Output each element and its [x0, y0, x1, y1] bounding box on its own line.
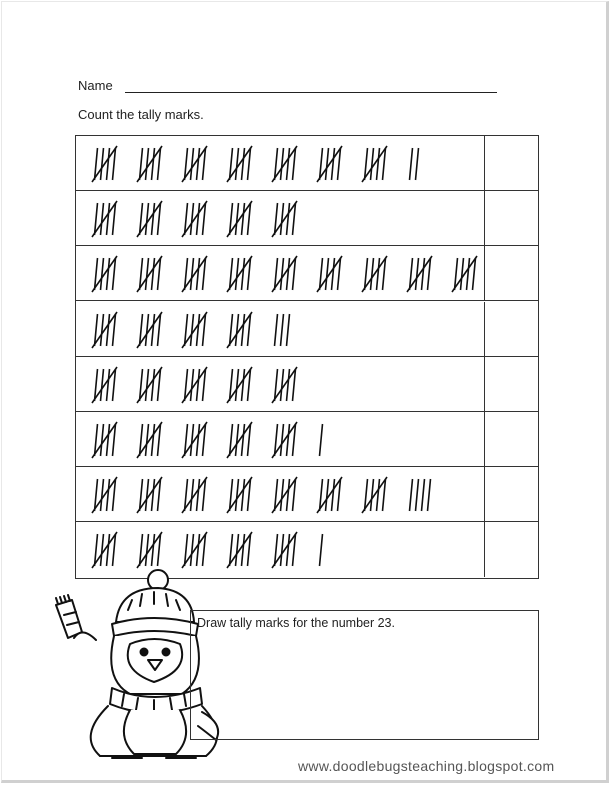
tally-cell: [76, 412, 484, 467]
tally-group: [137, 367, 162, 403]
tally-marks: [76, 302, 484, 357]
tally-stroke: [107, 314, 110, 346]
tally-stroke: [332, 258, 335, 290]
tally-stroke: [107, 203, 110, 235]
answer-cell[interactable]: [484, 246, 538, 301]
tally-group: [137, 256, 162, 292]
tally-group: [92, 422, 117, 458]
answer-cell[interactable]: [484, 412, 538, 467]
tally-group: [182, 422, 207, 458]
tally-stroke: [197, 258, 200, 290]
tally-stroke: [101, 369, 104, 401]
tally-stroke: [101, 314, 104, 346]
tally-group: [272, 256, 297, 292]
answer-cell[interactable]: [484, 302, 538, 357]
tally-stroke: [281, 479, 284, 511]
tally-stroke: [152, 479, 155, 511]
tally-row: [76, 412, 538, 467]
tally-stroke: [236, 314, 239, 346]
answer-cell[interactable]: [484, 191, 538, 246]
tally-stroke: [236, 534, 239, 566]
tally-stroke: [281, 203, 284, 235]
tally-marks: [76, 191, 484, 246]
tally-stroke: [101, 479, 104, 511]
tally-stroke: [416, 258, 419, 290]
tally-stroke: [146, 258, 149, 290]
tally-stroke: [146, 479, 149, 511]
tally-stroke: [152, 148, 155, 180]
tally-stroke: [197, 369, 200, 401]
tally-stroke: [152, 369, 155, 401]
answer-cell[interactable]: [484, 467, 538, 522]
tally-stroke: [191, 203, 194, 235]
tally-group: [227, 422, 252, 458]
tally-group: [92, 367, 117, 403]
name-label: Name: [78, 78, 113, 93]
tally-group: [362, 477, 387, 513]
tally-cell: [76, 246, 484, 301]
tally-stroke: [377, 258, 380, 290]
tally-group: [92, 477, 117, 513]
tally-stroke: [242, 258, 245, 290]
tally-stroke: [242, 534, 245, 566]
answer-cell[interactable]: [484, 357, 538, 412]
tally-stroke: [236, 258, 239, 290]
answer-cell[interactable]: [484, 136, 538, 191]
tally-group: [272, 532, 297, 568]
tally-marks: [76, 136, 484, 191]
tally-stroke: [242, 148, 245, 180]
tally-stroke: [281, 148, 284, 180]
tally-stroke: [332, 148, 335, 180]
tally-group: [275, 314, 290, 346]
tally-stroke: [152, 258, 155, 290]
tally-cell: [76, 302, 484, 357]
tally-group: [407, 256, 432, 292]
tally-group: [410, 148, 419, 180]
tally-stroke: [410, 479, 413, 511]
tally-group: [137, 146, 162, 182]
tally-stroke: [287, 479, 290, 511]
tally-group: [227, 256, 252, 292]
tally-stroke: [281, 534, 284, 566]
tally-stroke: [281, 314, 284, 346]
tally-stroke: [377, 479, 380, 511]
tally-stroke: [287, 203, 290, 235]
tally-cell: [76, 357, 484, 412]
tally-stroke: [416, 148, 419, 180]
tally-group: [317, 477, 342, 513]
footer-url: www.doodlebugsteaching.blogspot.com: [298, 758, 555, 774]
tally-stroke: [242, 314, 245, 346]
tally-group: [92, 146, 117, 182]
tally-group: [137, 201, 162, 237]
tally-group: [320, 424, 323, 456]
tally-stroke: [377, 148, 380, 180]
tally-stroke: [152, 203, 155, 235]
tally-stroke: [428, 479, 431, 511]
tally-stroke: [461, 258, 464, 290]
tally-group: [272, 367, 297, 403]
tally-group: [452, 256, 477, 292]
tally-stroke: [191, 424, 194, 456]
tally-group: [410, 479, 431, 511]
tally-stroke: [107, 148, 110, 180]
tally-stroke: [287, 148, 290, 180]
tally-stroke: [191, 369, 194, 401]
tally-stroke: [146, 424, 149, 456]
tally-stroke: [281, 369, 284, 401]
tally-stroke: [287, 534, 290, 566]
tally-stroke: [191, 148, 194, 180]
tally-group: [92, 201, 117, 237]
tally-group: [272, 201, 297, 237]
tally-stroke: [242, 203, 245, 235]
tally-group: [362, 256, 387, 292]
tally-group: [272, 146, 297, 182]
tally-group: [362, 146, 387, 182]
tally-stroke: [146, 369, 149, 401]
tally-stroke: [152, 314, 155, 346]
tally-stroke: [281, 258, 284, 290]
tally-group: [92, 312, 117, 348]
tally-stroke: [287, 258, 290, 290]
tally-stroke: [101, 258, 104, 290]
tally-stroke: [410, 148, 413, 180]
tally-row: [76, 191, 538, 246]
tally-stroke: [191, 479, 194, 511]
tally-stroke: [287, 314, 290, 346]
tally-group: [227, 532, 252, 568]
tally-group: [317, 256, 342, 292]
tally-row: [76, 302, 538, 357]
tally-group: [92, 256, 117, 292]
tally-marks: [76, 357, 484, 412]
tally-group: [182, 477, 207, 513]
tally-marks: [76, 412, 484, 467]
tally-stroke: [191, 314, 194, 346]
tally-group: [227, 312, 252, 348]
tally-stroke: [287, 424, 290, 456]
name-underline[interactable]: [125, 92, 497, 93]
tally-marks: [76, 246, 484, 301]
tally-stroke: [146, 203, 149, 235]
tally-stroke: [236, 424, 239, 456]
tally-group: [320, 534, 323, 566]
tally-group: [227, 367, 252, 403]
tally-stroke: [320, 424, 323, 456]
tally-row: [76, 136, 538, 191]
tally-stroke: [416, 479, 419, 511]
tally-stroke: [422, 258, 425, 290]
tally-group: [137, 312, 162, 348]
tally-stroke: [107, 479, 110, 511]
instruction-text: Count the tally marks.: [78, 107, 204, 122]
tally-stroke: [101, 424, 104, 456]
draw-prompt: Draw tally marks for the number 23.: [197, 616, 395, 630]
tally-stroke: [236, 203, 239, 235]
tally-stroke: [146, 314, 149, 346]
tally-stroke: [101, 148, 104, 180]
tally-stroke: [371, 148, 374, 180]
name-field[interactable]: [78, 78, 113, 93]
tally-stroke: [107, 424, 110, 456]
tally-stroke: [197, 479, 200, 511]
tally-group: [227, 477, 252, 513]
tally-stroke: [236, 369, 239, 401]
tally-group: [227, 146, 252, 182]
tally-cell: [76, 467, 484, 522]
tally-stroke: [146, 148, 149, 180]
tally-stroke: [197, 424, 200, 456]
tally-stroke: [107, 258, 110, 290]
tally-row: [76, 467, 538, 522]
tally-stroke: [101, 203, 104, 235]
tally-stroke: [236, 148, 239, 180]
tally-group: [182, 367, 207, 403]
tally-stroke: [152, 424, 155, 456]
tally-stroke: [467, 258, 470, 290]
tally-stroke: [197, 314, 200, 346]
tally-stroke: [371, 479, 374, 511]
tally-stroke: [287, 369, 290, 401]
tally-stroke: [197, 148, 200, 180]
tally-stroke: [281, 424, 284, 456]
tally-stroke: [242, 479, 245, 511]
tally-group: [272, 422, 297, 458]
tally-stroke: [236, 479, 239, 511]
tally-group: [182, 256, 207, 292]
tally-cell: [76, 136, 484, 191]
tally-table: [75, 135, 539, 579]
draw-tally-box[interactable]: [190, 610, 539, 740]
tally-group: [137, 477, 162, 513]
tally-stroke: [107, 369, 110, 401]
tally-group: [272, 477, 297, 513]
tally-row: [76, 357, 538, 412]
tally-stroke: [326, 148, 329, 180]
tally-group: [317, 146, 342, 182]
tally-stroke: [275, 314, 278, 346]
tally-group: [137, 422, 162, 458]
tally-stroke: [371, 258, 374, 290]
tally-stroke: [197, 203, 200, 235]
answer-cell[interactable]: [484, 522, 538, 577]
tally-group: [182, 201, 207, 237]
tally-group: [227, 201, 252, 237]
tally-stroke: [191, 258, 194, 290]
tally-marks: [76, 467, 484, 522]
tally-group: [182, 146, 207, 182]
tally-stroke: [242, 369, 245, 401]
tally-stroke: [326, 479, 329, 511]
tally-cell: [76, 191, 484, 246]
tally-stroke: [332, 479, 335, 511]
tally-stroke: [422, 479, 425, 511]
tally-stroke: [320, 534, 323, 566]
tally-stroke: [326, 258, 329, 290]
tally-stroke: [242, 424, 245, 456]
tally-row: [76, 246, 538, 301]
tally-group: [182, 312, 207, 348]
